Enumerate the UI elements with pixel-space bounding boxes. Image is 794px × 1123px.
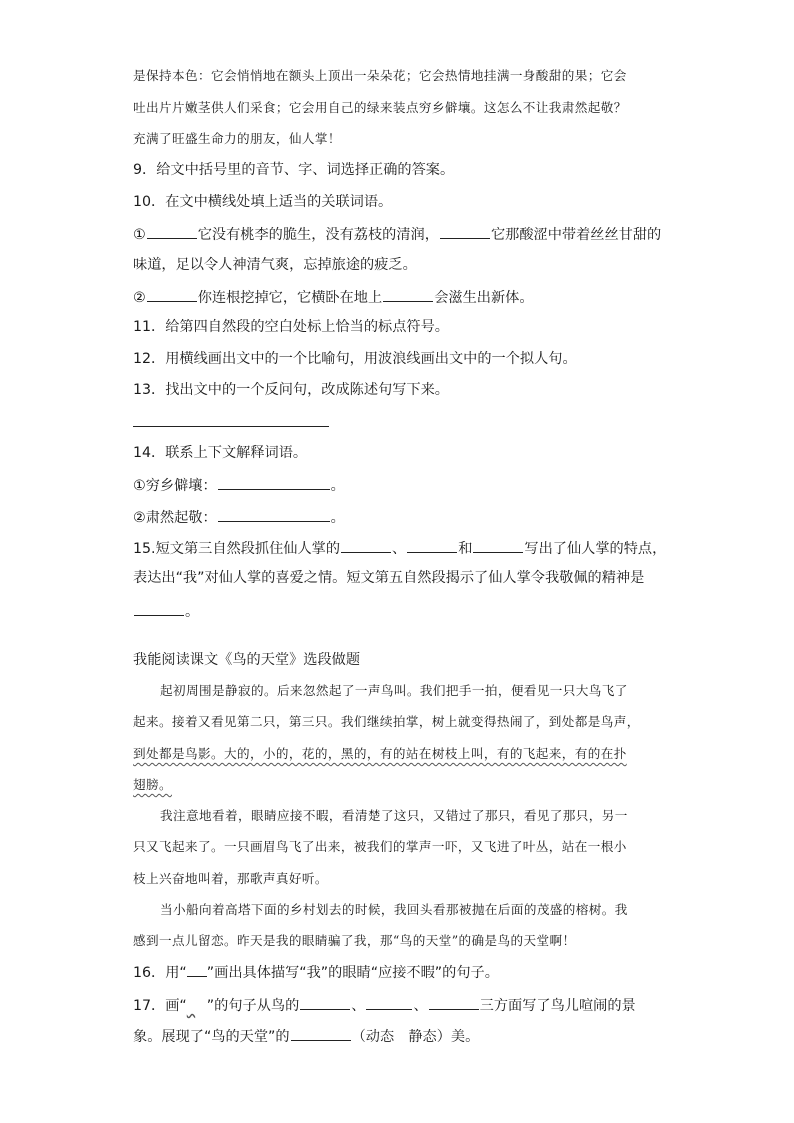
passage-line: 当小船向着高塔下面的乡村划去的时候，我回头看那被抛在后面的茂盛的榕树。我	[160, 902, 628, 917]
question-15: 15.短文第三自然段抓住仙人掌的 、 和 写出了仙人掌的特点，	[133, 537, 666, 559]
section-heading: 我能阅读课文《鸟的天堂》选段做题	[133, 652, 361, 668]
question-13: 13．找出文中的一个反问句，改成陈述句写下来。	[133, 382, 449, 398]
question-10-item-2: ② 你连根挖掉它，它横卧在地上 会滋生出新体。	[133, 286, 534, 308]
answer-blank[interactable]	[366, 994, 412, 1010]
question-9: 9．给文中括号里的音节、字、词选择正确的答案。	[133, 162, 455, 178]
wavy-underlined-sentence: 到处都是鸟影。大的，小的，花的，黑的，有的站在树枝上叫，有的飞起来，有的在扑	[133, 746, 627, 761]
passage-line: 只又飞起来了。一只画眉鸟飞了出来，被我们的掌声一吓，又飞进了叶丛，站在一根小	[133, 839, 627, 854]
question-14-item-1: ①穷乡僻壤： 。	[133, 474, 345, 496]
answer-blank[interactable]	[440, 223, 490, 239]
passage-line: 起来。接着又看见第二只，第三只。我们继续拍掌，树上就变得热闹了，到处都是鸟声，	[133, 714, 640, 729]
answer-blank[interactable]	[291, 1025, 351, 1041]
passage-line	[133, 775, 172, 795]
passage-line: 是保持本色：它会悄悄地在额头上顶出一朵朵花；它会热情地挂满一身酸甜的果；它会	[133, 68, 627, 83]
answer-blank[interactable]	[218, 474, 330, 490]
passage-line: 充满了旺盛生命力的朋友，仙人掌！	[133, 131, 341, 146]
passage-line: 我注意地看着，眼睛应接不暇，看清楚了这只，又错过了那只，看见了那只，另一	[160, 808, 628, 823]
passage-line: 枝上兴奋地叫着，那歌声真好听。	[133, 871, 328, 886]
passage-line: 起初周围是静寂的。后来忽然起了一声鸟叫。我们把手一拍，便看见一只大鸟飞了	[160, 683, 628, 698]
answer-blank[interactable]	[473, 537, 523, 553]
answer-blank[interactable]	[218, 506, 330, 522]
question-11: 11．给第四自然段的空白处标上恰当的标点符号。	[133, 319, 449, 335]
question-17: 17．画“ ”的句子从鸟的 、 、 三方面写了鸟儿喧闹的景	[133, 994, 636, 1016]
passage-line: 吐出片片嫩茎供人们采食；它会用自己的绿来装点穷乡僻壤。这怎么不让我肃然起敬？	[133, 100, 627, 115]
question-10-item-1-cont: 味道，足以令人神清气爽，忘掉旅途的疲乏。	[133, 257, 417, 273]
question-15-end: 。	[133, 600, 199, 622]
answer-blank[interactable]	[429, 994, 479, 1010]
question-17-cont: 象。展现了“鸟的天堂”的 （动态 静态）美。	[133, 1025, 479, 1047]
wavy-symbol	[187, 996, 207, 1016]
passage-line	[133, 744, 627, 764]
question-14-title: 14．联系上下文解释词语。	[133, 445, 308, 461]
answer-blank[interactable]	[134, 600, 184, 616]
answer-blank[interactable]	[147, 223, 197, 239]
underline-symbol	[187, 962, 207, 977]
question-14-item-2: ②肃然起敬： 。	[133, 506, 345, 528]
question-15-cont: 表达出“我”对仙人掌的喜爱之情。短文第五自然段揭示了仙人掌令我敬佩的精神是	[133, 570, 645, 586]
question-12: 12．用横线画出文中的一个比喻句，用波浪线画出文中的一个拟人句。	[133, 351, 577, 367]
answer-line[interactable]	[133, 426, 329, 427]
question-16: 16．用“ ”画出具体描写“我”的眼睛“应接不暇”的句子。	[133, 962, 499, 983]
answer-blank[interactable]	[383, 286, 433, 302]
answer-blank[interactable]	[341, 537, 391, 553]
passage-line: 感到一点儿留恋。昨天是我的眼睛骗了我，那“鸟的天堂”的确是鸟的天堂啊！	[133, 933, 576, 948]
question-10-item-1: ① 它没有桃李的脆生，没有荔枝的清润， 它那酸涩中带着丝丝甘甜的	[133, 223, 661, 245]
answer-blank[interactable]	[147, 286, 197, 302]
answer-blank[interactable]	[300, 994, 350, 1010]
wavy-underlined-sentence: 翅膀。	[133, 777, 172, 792]
question-10-title: 10．在文中横线处填上适当的关联词语。	[133, 194, 393, 210]
answer-blank[interactable]	[407, 537, 457, 553]
